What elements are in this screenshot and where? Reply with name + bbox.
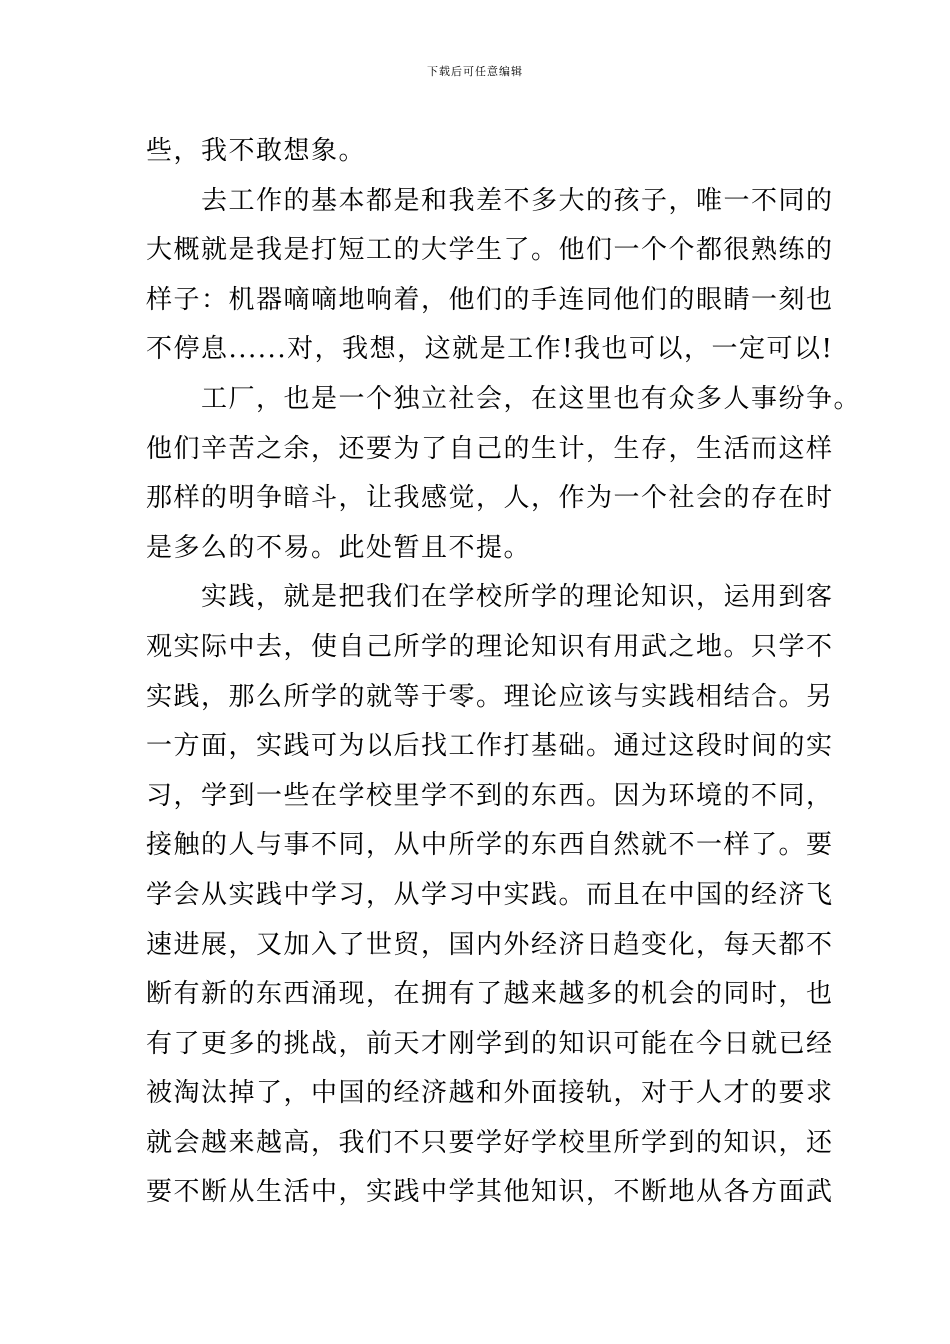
page-header: 下载后可任意编辑 bbox=[427, 65, 523, 78]
text-line: 工厂，也是一个独立社会，在这里也有众多人事纷争。 bbox=[201, 383, 862, 414]
text-line: 实践，就是把我们在学校所学的理论知识，运用到客 bbox=[201, 582, 834, 613]
text-line: 断有新的东西涌现，在拥有了越来越多的机会的同时，也 bbox=[146, 979, 834, 1010]
text-line: 有了更多的挑战，前天才刚学到的知识可能在今日就已经 bbox=[146, 1028, 834, 1059]
text-line: 他们辛苦之余，还要为了自己的生计，生存，生活而这样 bbox=[146, 433, 834, 464]
text-line: 就会越来越高，我们不只要学好学校里所学到的知识，还 bbox=[146, 1127, 834, 1158]
text-line: 观实际中去，使自己所学的理论知识有用武之地。只学不 bbox=[146, 631, 834, 662]
text-line: 接触的人与事不同，从中所学的东西自然就不一样了。要 bbox=[146, 830, 834, 861]
text-line: 习，学到一些在学校里学不到的东西。因为环境的不同， bbox=[146, 780, 834, 811]
text-line: 不停息......对，我想，这就是工作!我也可以，一定可以! bbox=[146, 334, 834, 365]
text-line: 要不断从生活中，实践中学其他知识，不断地从各方面武 bbox=[146, 1177, 834, 1208]
text-line: 大概就是我是打短工的大学生了。他们一个个都很熟练的 bbox=[146, 235, 834, 266]
text-line: 被淘汰掉了，中国的经济越和外面接轨，对于人才的要求 bbox=[146, 1078, 834, 1109]
text-line: 一方面，实践可为以后找工作打基础。通过这段时间的实 bbox=[146, 731, 834, 762]
document-body bbox=[146, 127, 862, 1218]
text-line: 速进展，又加入了世贸，国内外经济日趋变化，每天都不 bbox=[146, 929, 834, 960]
text-line: 学会从实践中学习，从学习中实践。而且在中国的经济飞 bbox=[146, 879, 834, 910]
text-line: 是多么的不易。此处暂且不提。 bbox=[146, 532, 532, 563]
text-line: 去工作的基本都是和我差不多大的孩子，唯一不同的 bbox=[201, 185, 834, 216]
text-line: 些，我不敢想象。 bbox=[146, 136, 367, 166]
text-line: 实践，那么所学的就等于零。理论应该与实践相结合。另 bbox=[146, 681, 834, 712]
text-line: 样子：机器嘀嘀地响着，他们的手连同他们的眼睛一刻也 bbox=[146, 284, 834, 315]
text-line: 那样的明争暗斗，让我感觉，人，作为一个社会的存在时 bbox=[146, 483, 834, 514]
